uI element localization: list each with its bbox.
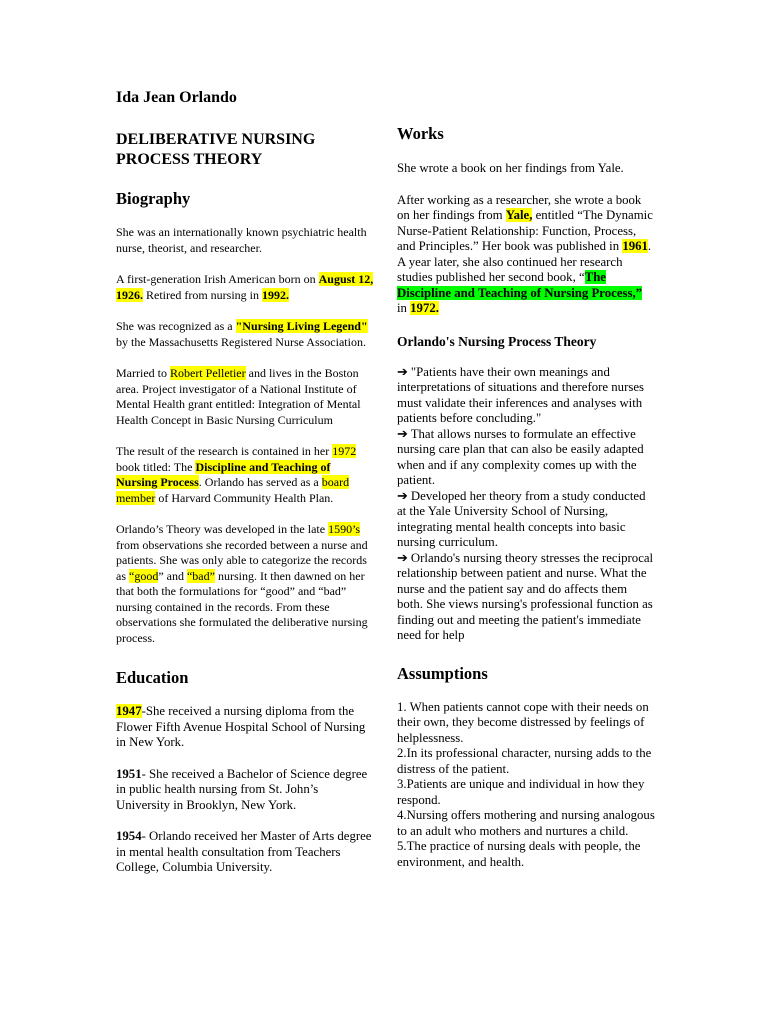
education-year-1954: 1954 [116,829,142,843]
text: Retired from nursing in [143,287,262,302]
arrow-right-icon: ➔ [397,550,408,565]
highlight-book-title: Discipline and Teaching of Nursing Process [116,459,331,489]
highlight-bad: “bad” [186,568,215,583]
theory-bullets [397,365,655,644]
education-entry-2 [116,767,374,814]
assumption-item-3: 3.Patients are unique and individual in how they respond. [397,777,645,807]
education-heading: Education [116,668,189,687]
text: of Harvard Community Health Plan. [155,490,334,505]
assumption-item-2: 2.In its professional character, nursing adds to the distress of the patient. [397,746,652,776]
arrow-right-icon: ➔ [397,426,408,441]
text: . A year later, she also continued her research studies published her second book, “ [397,239,652,284]
text: A first-generation Irish American born on [116,272,319,286]
document-title: Ida Jean Orlando [116,89,237,106]
highlight-good: “good [129,568,159,583]
highlight-1961: 1961 [622,239,648,253]
highlight-board-member: board member [116,475,350,505]
highlight-decade: 1590’s [328,522,361,536]
text: Married to [116,366,170,380]
biography-paragraph-6 [116,522,374,646]
assumptions-heading: Assumptions [397,663,488,683]
highlight-retired-year: 1992. [261,287,289,302]
biography-paragraph-5 [116,444,374,506]
biography-heading: Biography [116,189,191,208]
arrow-right-icon: ➔ [397,364,408,379]
text: -She received a nursing diploma from the Flower Fifth Avenue Hospital School of Nursing in New York. [116,704,366,749]
education-year-1951: 1951 [116,766,142,781]
text: ” and [158,568,187,583]
biography-paragraph-4 [116,366,374,428]
theory-title: DELIBERATIVE NURSING PROCESS THEORY [116,131,316,168]
works-heading: Works [397,124,444,143]
works-paragraph-1: She wrote a book on her findings from Yale. [397,161,624,175]
highlight-living-legend: "Nursing Living Legend" [235,319,368,333]
theory-bullet-2 [397,427,655,489]
theory-heading: Orlando's Nursing Process Theory [397,333,597,349]
theory-bullet-4 [397,551,655,644]
highlight-spouse: Robert Pelletier [169,366,246,380]
text: She was recognized as a [116,319,236,333]
text: After working as a researcher, she wrote a book on her findings from [397,192,642,222]
assumptions-list [397,700,655,871]
works-paragraph-2 [397,193,655,317]
text: in [397,301,411,315]
education-entry-3 [116,829,374,876]
highlight-birthdate: August 12, 1926. [116,272,374,302]
text: "Patients have their own meanings and interpretations of situations and therefore nurses must validate their inferences and analyses with patients before concluding." [397,364,644,425]
biography-paragraph-3 [116,319,374,350]
text: Orlando's nursing theory stresses the reciprocal relationship between patient and nurse. What the nurse and the patient say and do affects them both. She views nursing's professional function as finding out and meeting the patient's immediate need for help [397,550,654,642]
right-column [397,124,655,886]
biography-paragraph-1: She was an internationally known psychiatric health nurse, theorist, and researcher. [116,225,367,255]
text: book titled: The [116,459,196,474]
text: nursing. It then dawned on her that both the formulations for “good” and “bad” nursing contained in the records. From these observations she formulated the deliberative nursing process. [116,568,368,645]
highlight-second-book: The Discipline and Teaching of Nursing Process,” [397,270,643,300]
text: That allows nurses to formulate an effective nursing care plan that can also be easily adapted when and if any complexity comes up with the patient. [397,426,644,487]
assumption-item-1: 1. When patients cannot cope with their needs on their own, they become distressed by feelings of helplessness. [397,699,649,745]
education-entry-1 [116,704,374,751]
assumption-item-5: 5.The practice of nursing deals with people, the environment, and health. [397,839,641,869]
text: Orlando’s Theory was developed in the late [116,522,329,536]
assumption-item-4: 4.Nursing offers mothering and nursing analogous to an adult who mothers and nurtures a child. [397,808,655,838]
text: - She received a Bachelor of Science degree in public health nursing from St. John’s University in Brooklyn, New York. [116,766,368,812]
text: Developed her theory from a study conducted at the Yale University School of Nursing, integrating mental health concepts into basic nursing curriculum. [397,488,646,549]
education-year-1947: 1947 [116,704,142,718]
text: entitled “The Dynamic Nurse-Patient Relationship: Function, Process, and Principles.” Her book was published in [397,208,653,253]
text: from observations she recorded between a nurse and patients. She was only able to categorize the records as [116,537,368,583]
highlight-1972: 1972. [410,301,439,315]
highlight-yale: Yale, [505,208,533,222]
highlight-book-year: 1972 [332,444,357,458]
text: and lives in the Boston area. Project investigator of a National Institute of Mental Health grant entitled: Integration of Mental Health Concept in Basic Nursing Curriculum [116,366,361,427]
text: - Orlando received her Master of Arts degree in mental health consultation from Teachers College, Columbia University. [116,829,372,874]
text: by the Massachusetts Registered Nurse Association. [116,334,366,349]
biography-paragraph-2 [116,272,374,303]
arrow-right-icon: ➔ [397,488,408,503]
text: . Orlando has served as a [198,475,322,489]
text: The result of the research is contained in her [116,444,333,458]
theory-bullet-3 [397,489,655,551]
theory-bullet-1 [397,365,655,427]
left-column [116,88,374,892]
